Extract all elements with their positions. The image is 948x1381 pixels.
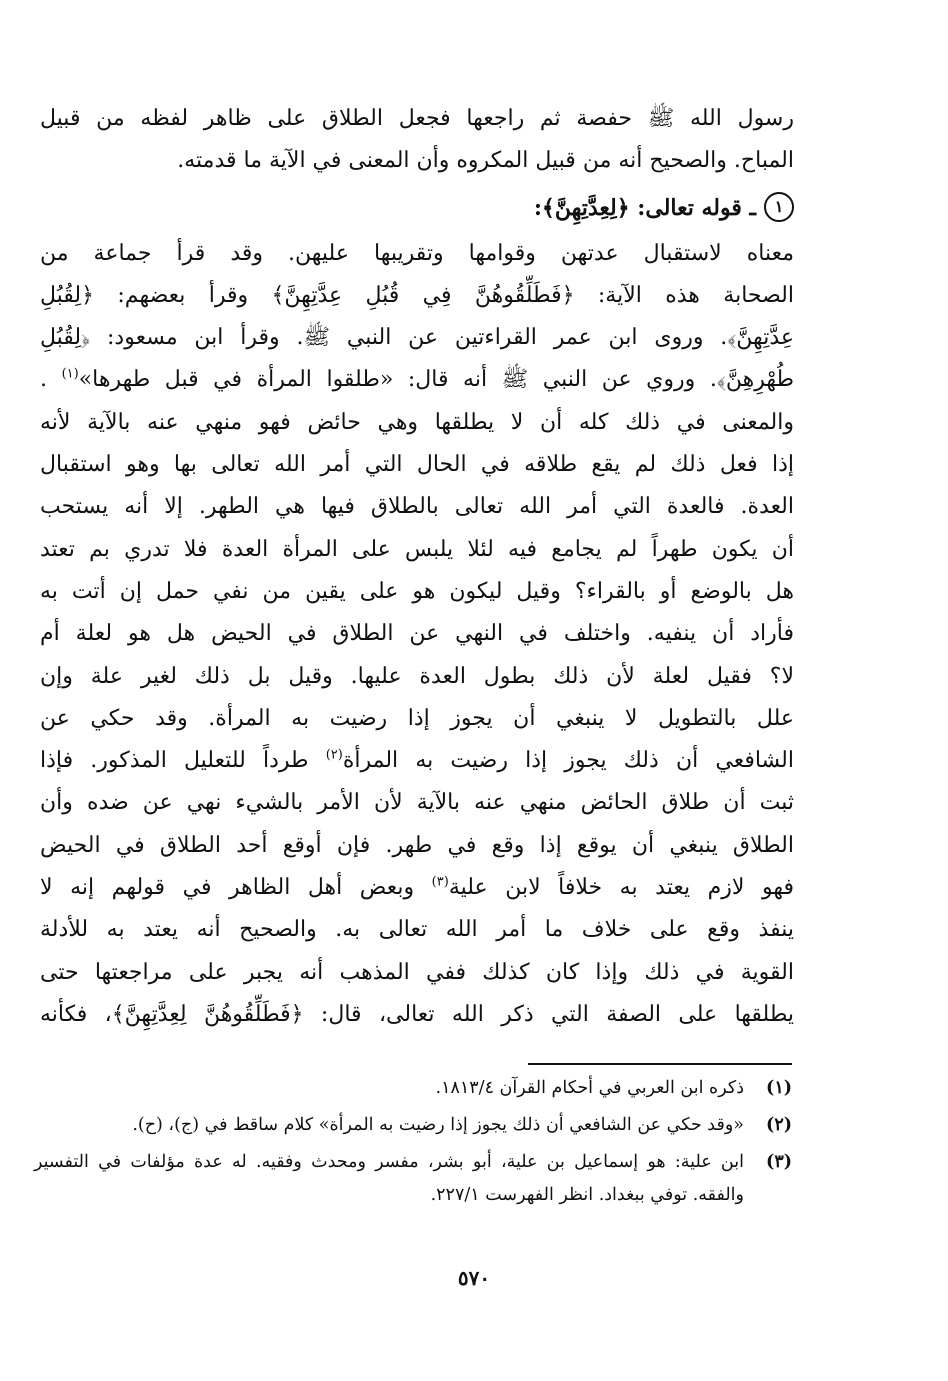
text-line: فأراد أن ينفيه. واختلف في النهي عن الطلاق في الحيض هل هو لعلة أم <box>40 621 794 647</box>
footnote-text: «وقد حكي عن الشافعي أن ذلك يجوز إذا رضيت به المرأة» كلام ساقط في (ج)، (ح). <box>132 1115 744 1135</box>
text-line: الصحابة هذه الآية: ﴿فَطَلِّقُوهُنَّ فِي قُبُلِ عِدَّتِهِنَّ﴾ وقرأ بعضهم: ﴿لِقُبُلِ <box>40 282 794 308</box>
text-line <box>40 867 794 909</box>
text-line <box>40 740 794 782</box>
page-number: ٥٧٠ <box>457 1266 491 1290</box>
quote-text: طُهْرِهِنَّ﴾. وروي عن النبي ﷺ أنه قال: «طلقوا المرأة في قبل طهرها» <box>78 367 794 393</box>
text-line: إذا فعل ذلك لم يقع طلاقه في الحال التي أمر الله تعالى بها وهو استقبال <box>40 452 794 478</box>
footnote-number: (٣) <box>766 1152 792 1172</box>
section-title: ـ قوله تعالى: ﴿لِعِدَّتِهِنَّ﴾: <box>533 194 756 221</box>
text-segment: طرداً للتعليل المذكور. فإذا <box>40 748 326 774</box>
footnote-ref-1[interactable]: (١) <box>61 367 79 383</box>
text-line: علل بالتطويل لا ينبغي أن يجوز إذا رضيت به المرأة. وقد حكي عن <box>40 705 794 731</box>
footnote-number: (١) <box>766 1078 792 1098</box>
text-line: عِدَّتِهِنَّ﴾. وروى ابن عمر القراءتين عن النبي ﷺ. وقرأ ابن مسعود: ﴿لِقُبُلِ <box>40 325 794 351</box>
text-line: الطلاق ينبغي أن يوقع إذا وقع في طهر. فإن أوقع أحد الطلاق في الحيض <box>40 832 794 858</box>
footnote-ref-2[interactable]: (٢) <box>325 747 343 763</box>
text-segment: وبعض أهل الظاهر في قولهم إنه لا <box>40 875 432 901</box>
text-line: يطلقها على الصفة التي ذكر الله تعالى، قال: ﴿فَطَلِّقُوهُنَّ لِعِدَّتِهِنَّ﴾، فكأنه <box>40 1001 794 1027</box>
text-line: ينفذ وقع على خلاف ما أمر الله تعالى به. والصحيح أنه يعتد به للأدلة <box>40 917 794 943</box>
text-line <box>40 359 794 401</box>
footnotes <box>34 1072 792 1216</box>
text-line: والمعنى في ذلك كله أن لا يطلقها وهي حائض فهو منهي عنه بالآية لأنه <box>40 409 794 435</box>
line-end: . <box>40 367 62 393</box>
text-line: العدة. فالعدة التي أمر الله تعالى بالطلاق فيها هي الطهر. إلا أنه يستحب <box>40 494 794 520</box>
footnote-item <box>34 1146 792 1212</box>
text-line: معناه لاستقبال عدتهن وقوامها وتقريبها عليهن. وقد قرأ جماعة من <box>40 240 794 266</box>
text-segment: فهو لازم يعتد به خلافاً لابن علية <box>448 875 794 901</box>
text-line: المباح. والصحيح أنه من قبيل المكروه وأن المعنى في الآية ما قدمته. <box>177 148 794 174</box>
section-number-badge: ١ <box>764 192 794 222</box>
section-heading <box>40 183 794 233</box>
footnote-divider <box>528 1063 792 1065</box>
text-line: رسول الله ﷺ حفصة ثم راجعها فجعل الطلاق على ظاهر لفظه من قبيل <box>40 106 794 131</box>
footnote-item <box>34 1109 792 1142</box>
text-line: ثبت أن طلاق الحائض منهي عنه بالآية لأن الأمر بالشيء نهي عن ضده وأن <box>40 790 794 816</box>
text-line: أن يكون طهراً لم يجامع فيه لئلا يلبس على المرأة العدة فلا تدري بم تعتد <box>40 536 794 562</box>
footnote-number: (٢) <box>766 1115 792 1135</box>
footnote-text: ابن علية: هو إسماعيل بن علية، أبو بشر، مفسر ومحدث وفقيه. له عدة مؤلفات في التفسير والفقه. توفي ببغداد. انظر الفهرست ٢٢٧/١. <box>34 1152 744 1205</box>
text-line: هل بالوضع أو بالقراء؟ وقيل ليكون هو على يقين من نفي حمل إن أتت به <box>40 578 794 604</box>
footnote-item <box>34 1072 792 1105</box>
text-segment: الشافعي أن ذلك يجوز إذا رضيت به المرأة <box>342 748 794 774</box>
main-text <box>40 98 794 1036</box>
text-line: القوية في ذلك وإذا كان كذلك ففي المذهب أنه يجبر على مراجعتها حتى <box>40 959 794 985</box>
text-line: لا؟ فقيل لعلة لأن ذلك بطول العدة عليها. وقيل بل ذلك لغير علة وإن <box>40 663 794 689</box>
footnote-ref-3[interactable]: (٣) <box>431 874 449 890</box>
footnote-text: ذكره ابن العربي في أحكام القرآن ١٨١٣/٤. <box>435 1078 744 1098</box>
